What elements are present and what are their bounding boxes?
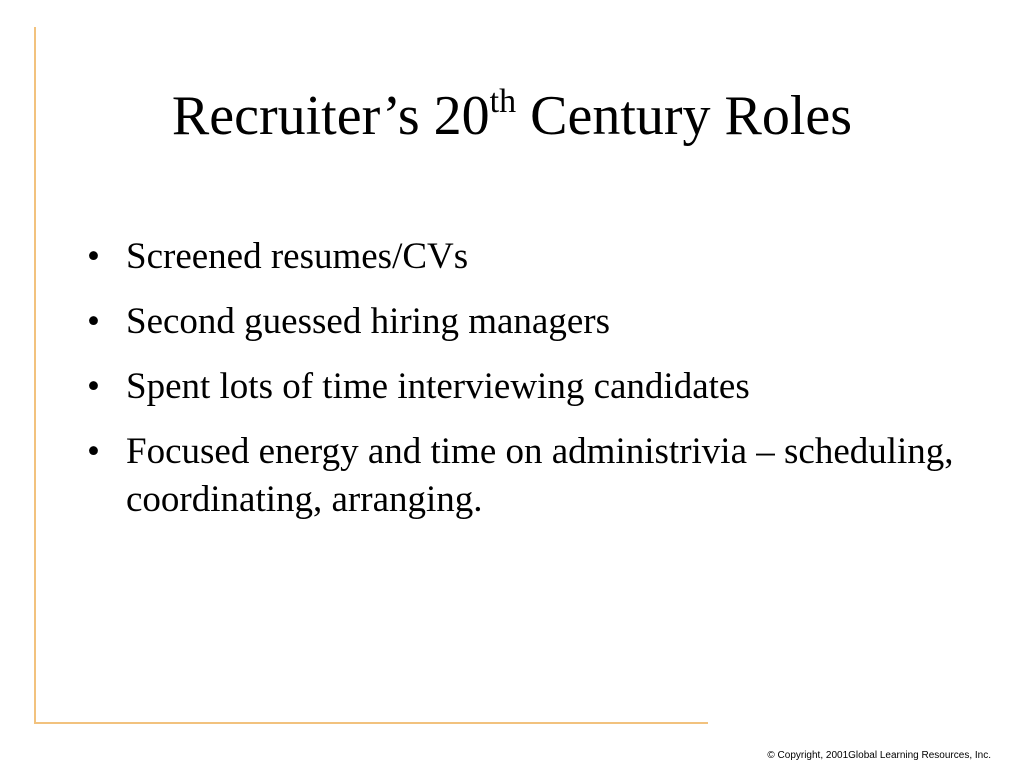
bullet-list [87, 233, 967, 541]
title-end-text: Century Roles [516, 85, 853, 147]
bullet-item [87, 233, 967, 281]
bullet-icon: • [87, 366, 100, 407]
bullet-text: Second guessed hiring managers [126, 301, 610, 342]
bullet-item [87, 363, 967, 411]
bullet-text: Screened resumes/CVs [126, 236, 469, 277]
bottom-accent-line [34, 722, 708, 724]
bullet-icon: • [87, 236, 100, 277]
bullet-icon: • [87, 301, 100, 342]
bullet-item [87, 428, 967, 524]
title-superscript: th [489, 83, 517, 121]
bullet-text: Focused energy and time on administrivia – scheduling, coordinating, arranging. [126, 431, 954, 520]
bullet-item [87, 298, 967, 346]
bullet-text: Spent lots of time interviewing candidates [126, 366, 750, 407]
slide-title [0, 82, 1024, 150]
bullet-icon: • [87, 431, 100, 472]
title-main-text: Recruiter’s 20 [171, 85, 490, 147]
copyright-footer: © Copyright, 2001Global Learning Resources, Inc. [767, 750, 991, 761]
